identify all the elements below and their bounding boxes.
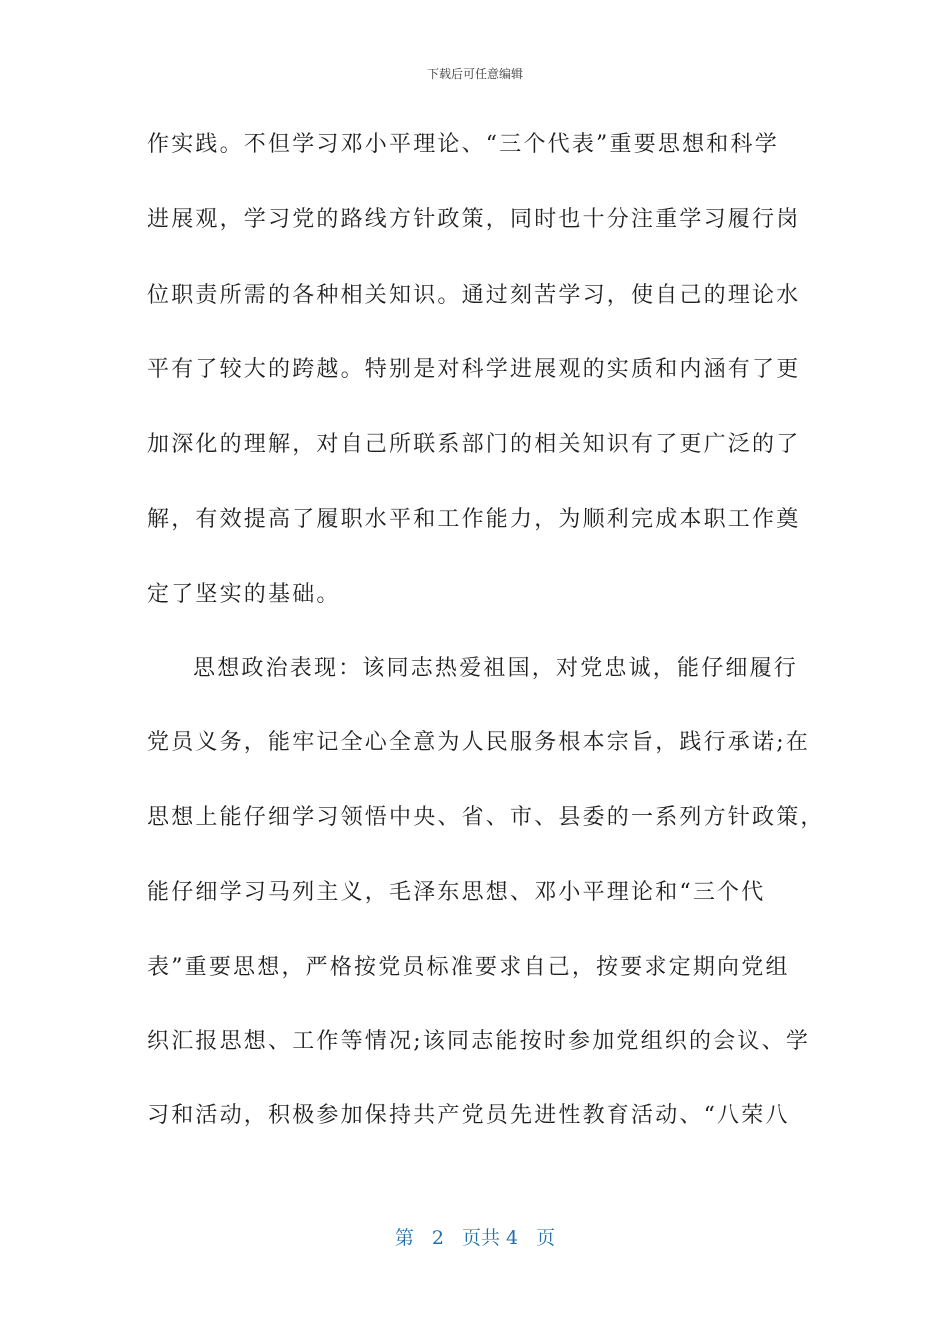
text-line: 能仔细学习马列主义，毛泽东思想、邓小平理论和“三个代 xyxy=(147,880,766,905)
text-line: 定了坚实的基础。 xyxy=(147,582,341,607)
page-header-note: 下载后可任意编辑 xyxy=(426,67,523,81)
text-line: 党员义务，能牢记全心全意为人民服务根本宗旨，践行承诺;在 xyxy=(147,730,811,755)
text-line: 思想上能仔细学习领悟中央、省、市、县委的一系列方针政策， xyxy=(147,805,825,830)
text-line: 平有了较大的跨越。特别是对科学进展观的实质和内涵有了更 xyxy=(147,357,801,382)
text-line: 习和活动，积极参加保持共产党员先进性教育活动、“八荣八 xyxy=(147,1103,790,1128)
text-line: 进展观，学习党的路线方针政策，同时也十分注重学习履行岗 xyxy=(147,207,801,232)
text-line: 位职责所需的各种相关知识。通过刻苦学习，使自己的理论水 xyxy=(147,283,801,308)
text-line: 织汇报思想、工作等情况;该同志能按时参加党组织的会议、学 xyxy=(147,1029,811,1054)
text-line: 表”重要思想，严格按党员标准要求自己，按要求定期向党组 xyxy=(147,955,790,980)
page-suffix: 页 xyxy=(536,1227,556,1249)
text-line: 解，有效提高了履职水平和工作能力，为顺利完成本职工作奠 xyxy=(147,507,801,532)
current-page-number: 2 xyxy=(431,1227,444,1249)
page-number-footer xyxy=(0,1224,950,1252)
text-line: 作实践。不但学习邓小平理论、“三个代表”重要思想和科学 xyxy=(147,132,779,157)
paragraph-first-line: 思想政治表现：该同志热爱祖国，对党忠诚，能仔细履行 xyxy=(193,656,799,681)
total-page-number: 4 xyxy=(506,1227,519,1249)
page-prefix: 第 xyxy=(394,1227,414,1249)
page-middle: 页共 xyxy=(461,1227,500,1249)
text-line: 加深化的理解，对自己所联系部门的相关知识有了更广泛的了 xyxy=(147,432,801,457)
